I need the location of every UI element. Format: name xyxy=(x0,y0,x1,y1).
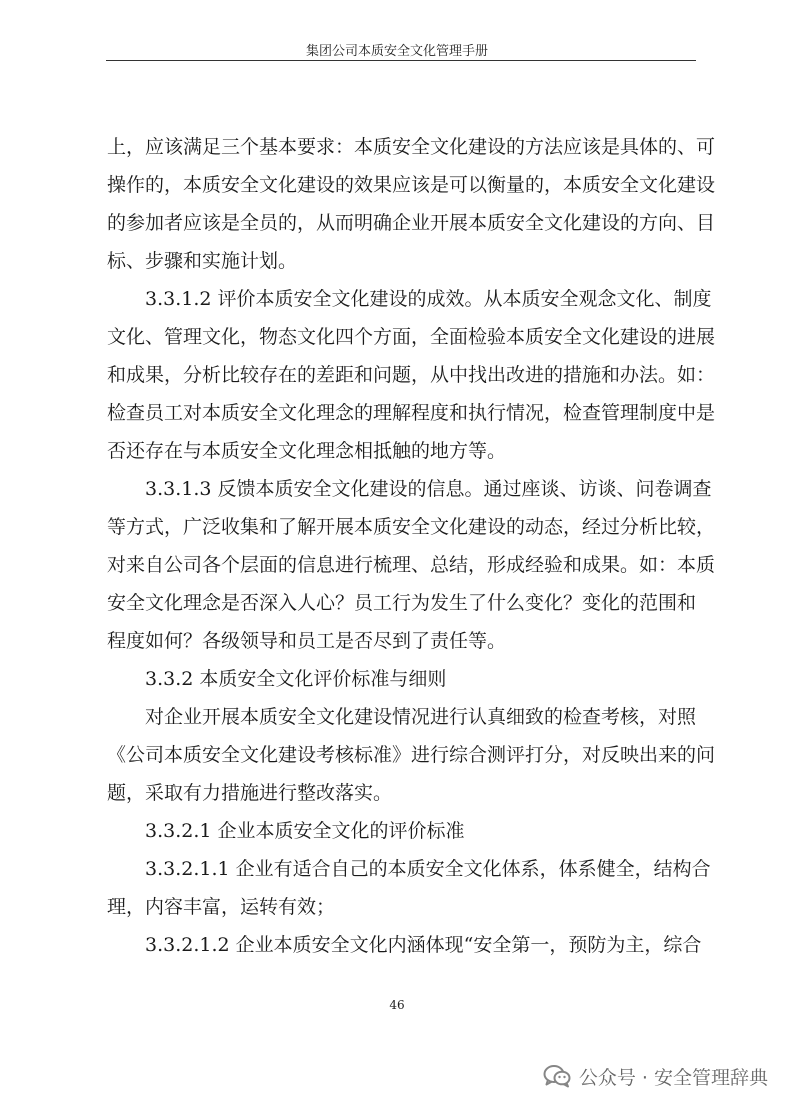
header-title: 集团公司本质安全文化管理手册 xyxy=(305,44,488,59)
text-line: 上，应该满足三个基本要求：本质安全文化建设的方法应该是具体的、可 xyxy=(107,136,716,158)
text-line: 3.3.1.3 反馈本质安全文化建设的信息。通过座谈、访谈、问卷调查 xyxy=(107,478,712,500)
text-line: 3.3.2.1.2 企业本质安全文化内涵体现“安全第一，预防为主，综合 xyxy=(107,934,702,956)
text-line: 和成果，分析比较存在的差距和问题，从中找出改进的措施和办法。如： xyxy=(107,364,716,386)
text-line: 文化、管理文化，物态文化四个方面，全面检验本质安全文化建设的进展 xyxy=(107,326,716,348)
text-line: 3.3.1.2 评价本质安全文化建设的成效。从本质安全观念文化、制度 xyxy=(107,288,712,310)
text-line: 3.3.2.1.1 企业有适合自己的本质安全文化体系，体系健全，结构合 xyxy=(107,858,711,880)
text-line: 操作的，本质安全文化建设的效果应该是可以衡量的，本质安全文化建设 xyxy=(107,174,716,196)
page-number: 46 xyxy=(389,998,405,1012)
text-line: 程度如何？各级领导和员工是否尽到了责任等。 xyxy=(107,630,507,652)
wechat-watermark xyxy=(543,1062,768,1090)
wechat-official-account-icon xyxy=(543,1064,571,1088)
text-line: 对企业开展本质安全文化建设情况进行认真细致的检查考核，对照 xyxy=(107,706,697,728)
text-line: 对来自公司各个层面的信息进行梳理、总结，形成经验和成果。如：本质 xyxy=(107,554,716,576)
section-heading: 3.3.2.1 企业本质安全文化的评价标准 xyxy=(107,820,465,842)
section-heading: 3.3.2 本质安全文化评价标准与细则 xyxy=(107,668,447,690)
text-line: 检查员工对本质安全文化理念的理解程度和执行情况，检查管理制度中是 xyxy=(107,402,716,424)
text-line: 《公司本质安全文化建设考核标准》进行综合测评打分，对反映出来的问 xyxy=(107,744,716,766)
text-line: 标、步骤和实施计划。 xyxy=(107,250,298,272)
text-line: 题，采取有力措施进行整改落实。 xyxy=(107,782,393,804)
text-line: 理，内容丰富，运转有效； xyxy=(107,896,336,918)
text-line: 等方式，广泛收集和了解开展本质安全文化建设的动态，经过分析比较， xyxy=(107,516,716,538)
watermark-text: 公众号 · 安全管理辞典 xyxy=(578,1066,768,1089)
text-line: 安全文化理念是否深入人心？员工行为发生了什么变化？变化的范围和 xyxy=(107,592,697,614)
header-divider xyxy=(106,60,696,61)
text-line: 的参加者应该是全员的，从而明确企业开展本质安全文化建设的方向、目 xyxy=(107,212,716,234)
text-line: 否还存在与本质安全文化理念相抵触的地方等。 xyxy=(107,440,507,462)
